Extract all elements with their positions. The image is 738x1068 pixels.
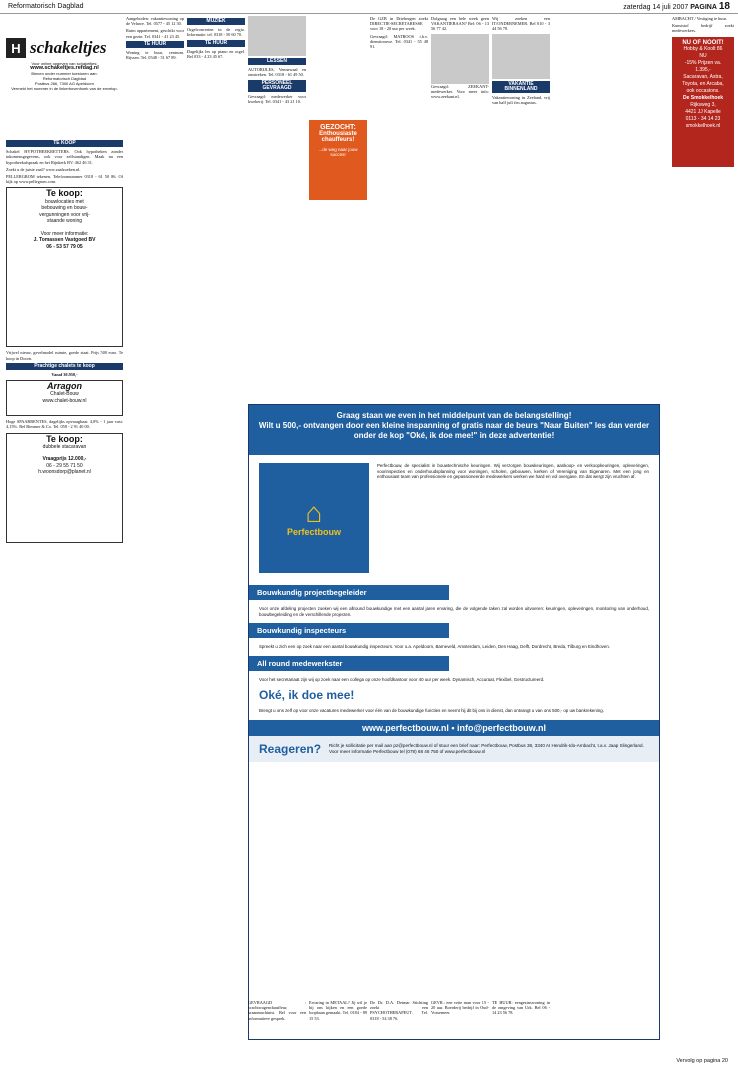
- react-section: [249, 736, 659, 762]
- perfectbouw-ad: [248, 404, 660, 1040]
- logo-mark: H: [6, 38, 26, 58]
- page-label: PAGINA: [690, 4, 717, 11]
- column-5: [370, 16, 428, 401]
- page-number: 18: [718, 1, 730, 12]
- ad-url[interactable]: smokkelhoek.nl: [685, 122, 721, 129]
- classified-ad: Dagelijks les op piano en orgel. Bel 033 - 4 23 45 67.: [187, 48, 245, 60]
- ad-phone: 0113 - 34 14 23: [685, 115, 721, 122]
- logo-name: Perfectbouw: [286, 527, 341, 537]
- bottom-col-5: [492, 1000, 550, 1060]
- vacancy-text: Spreekt u zich een op zoek naar een aantal bouwkundig inspecteurs. Voor o.a. Apeldoorn, Barneveld, Amsterdam, Leiden, Den Haag, Delft, Dordrecht, Breda, Tilburg en Eindhoven.: [259, 644, 610, 650]
- bottom-col-1: [248, 1000, 306, 1060]
- gezocht-title: GEZOCHT:: [320, 124, 356, 131]
- bottom-col-3: [370, 1000, 428, 1060]
- vacancy-text: Voor onze afdeling projecten zoeken wij een allround bouwkundige met een aantal jaren ervaring, die de volgende taken zal worden uitvoeren: keuringen, opleveringen, monitoring van onderhoud, bouwbegeleiding en de verschillende projecten.: [259, 606, 649, 617]
- gezocht-line: chauffeurs!: [321, 137, 355, 143]
- classified-ad: Ervaring in METAAL? Jij wil je bij ons kijken en een goede loopbaan gemaakt. Tel. 0184 - 89 15 53.: [309, 1000, 367, 1021]
- ad-line: 4421 JJ Kapelle: [685, 108, 721, 115]
- section-vakantie: VAKANTIE BINNENLAND: [492, 81, 550, 93]
- perfectbouw-banner: [249, 405, 659, 455]
- classified-ad: Zoekt u de juiste zaal? www.zaalzoeken.nl.: [6, 166, 81, 172]
- ad-line: bouwlocaties met: [45, 198, 84, 205]
- page-header: [0, 0, 738, 14]
- vacancy-projectbegeleider: Bouwkundig projectbegeleider: [249, 585, 449, 600]
- react-text: Richt je sollicitatie per mail aan pz@perfectbouw.nl of stuur een brief naar: Perfectbouw, Postbus 38, 3340 AI Hendrik-Ido-Ambacht, t.a.v. Jaap Slingerland. Voor meer informatie Perfectbouw tel (078) 68 46 750 of www.perfectbouw.nl: [329, 743, 644, 754]
- perfectbouw-intro: [249, 455, 659, 581]
- ad-title: NU OF NOOIT!: [682, 39, 724, 46]
- gezocht-ad: [309, 120, 367, 200]
- classified-ad: De GZB in Driebergen zoekt DIRECTIE-SECRETARESSE voor 18 - 20 uur per week.: [370, 16, 428, 32]
- ad-phone: 06 - 29 55 71 50: [46, 462, 83, 469]
- classified-ad: Gevraagd: medewerker voor kwekerij. Tel. 0341 - 43 21 10.: [248, 94, 306, 105]
- section-personeel: PERSONEEL GEVRAAGD: [248, 80, 306, 92]
- column-1: [6, 138, 123, 1058]
- ad-title: Arragon: [46, 381, 82, 392]
- classified-ad: Aangeboden: vakantiewoning op de Veluwe. Tel. 0577 - 45 12 30.: [126, 16, 184, 27]
- column-4: [248, 16, 306, 401]
- ad-title: Te koop:: [46, 188, 83, 199]
- logo-title: schakeltjes: [30, 38, 107, 57]
- classified-ad: Dolgraag een hele week geen VAKANTIEBAAN? Bel: 06 - 13 56 77 42.: [431, 16, 489, 32]
- ad-line: ook occasions.: [686, 87, 720, 94]
- banner-line: Wilt u 500,- ontvangen door een kleine inspanning of gratis naar de beurs "Naar Buiten" les dan verder onder de kop "Oké, ik doe mee!" in deze advertentie!: [258, 421, 650, 440]
- info-line: Vermeld het nummer in de linkerbovenhoek van de envelop.: [11, 86, 118, 91]
- ad-line: Toyota, en Arcaba,: [682, 80, 724, 87]
- column-7: [492, 16, 550, 401]
- schakeltjes-logo-box: [6, 38, 123, 138]
- vervolg-note: Vervolg op pagina 20: [676, 1058, 728, 1064]
- classified-ad: Ruim appartement, geschikt voor een gezin. Tel. 0341 - 41 23 45.: [126, 28, 184, 39]
- tomassen-ad: [6, 187, 123, 347]
- classified-ad: PELLERGROM tekenen. Telefoonnummer 0318 - 61 50 86. Of kijk op www.pellegrom.com.: [6, 174, 123, 185]
- oke-heading: Oké, ik doe mee!: [259, 688, 355, 703]
- classified-ad: AMBACHT / Vestiging te huur.: [672, 16, 727, 21]
- classified-ad: GEVR.: een vette man voor 15 - 20 uur. Boerderij bedrijf in Oud-Vossemeer.: [431, 1000, 489, 1016]
- oke-text: Brengt u ons zelf op voor onze vacatures medewerker voor één van de bouwkundige functies en neemt hij dit bij ons in dienst, dan ontvangt u van ons 500,- op uw bankrekening.: [259, 708, 604, 714]
- column-2: [126, 16, 184, 1056]
- logo-info: [6, 61, 123, 91]
- classified-ad: Schakel HYPOTHEEKRETTERS. Ook hypotheken zonder inkomensgegevens, ook voor zelfstandigen. Maak nu een hypotheekafspraak en het Rijnkerk BV. 462 46 31.: [6, 149, 123, 165]
- classified-ad: Hoge SPAARRENTES, dagelijks opvraagbaar. 4,0% - 1 jaar vast: 4,15%. Bel Bimmer & Co. Tel. 058 - 2 91 40 00.: [6, 419, 123, 430]
- react-title: Reageren?: [259, 741, 322, 756]
- ad-line: Voor meer informatie:: [40, 230, 89, 237]
- ad-line: vergunningen voor vrij-: [39, 211, 90, 218]
- info-line: Postbus 266, 7300 AG Apeldoorn: [34, 81, 95, 86]
- classified-ad: AUTORIJLES, Vennewaal en omstreken. Tel. 0318 - 61 49 50.: [248, 67, 306, 78]
- ad-line: staande woning: [46, 218, 83, 225]
- ad-url[interactable]: www.chalet-bouw.nl: [42, 397, 87, 404]
- ad-line: Chalet-Bouw: [50, 391, 79, 398]
- vacancy-medewerkster: All round medewerkster: [249, 656, 449, 671]
- ad-email[interactable]: h.woonsdorp@planet.nl: [38, 469, 91, 476]
- classified-ad: Kunststof bedrijf zoekt medewerkers.: [672, 23, 734, 34]
- perfectbouw-url[interactable]: www.perfectbouw.nl • info@perfectbouw.nl: [249, 720, 659, 736]
- ad-line: NU: [699, 52, 707, 59]
- column-3: [187, 16, 245, 1056]
- ad-line: Hobby & Koolt 86: [683, 45, 723, 52]
- classified-ad: Woning te huur, centrum. Rijssen. Tel. 0548 - 51 67 89.: [126, 50, 184, 61]
- section-te-huur: TE HUUR: [187, 40, 245, 47]
- ad-price: Vraagprijs 12.000,-: [42, 456, 87, 463]
- vacancy-text: Voor het secretariaat zijn wij op zoek naar een collega op onze hoofdkantoor voor 40 uur per week. Dynamisch, Accuraat, Flexibel, Gestructureerd.: [259, 676, 545, 682]
- classified-ad: GEVRAAGD : vrachtwagenchauffeur, kraanmachinist. Bel voor een informatieve gesprek.: [248, 1000, 306, 1021]
- section-muziek: MUZIEK: [187, 18, 245, 25]
- gezocht-slogan: ...de weg naar jouw succes!: [318, 147, 358, 157]
- ad-line: De Smokkelhoek: [682, 94, 724, 101]
- classified-ad: Gevraagd: MATROOS i.b.v. diensttrouwe. Tel. 0341 - 55 48 91.: [370, 33, 428, 50]
- perfectbouw-logo: [259, 463, 369, 573]
- classified-ad: Vrijwel nieuw, gevelmodel ruimte, goede staat. Prijs 500 euro. Te koop in Doorn.: [6, 350, 123, 361]
- info-line: Reformatorisch Dagblad: [42, 76, 87, 81]
- banner-line: Graag staan we even in het middelpunt van de belangstelling!: [336, 411, 572, 420]
- page-date: zaterdag 14 juli 2007: [623, 4, 689, 11]
- bottom-col-4: [431, 1000, 489, 1060]
- photo-placeholder: [248, 16, 306, 56]
- ad-line: -15% Prijzen va.: [684, 59, 722, 66]
- vacancy-inspecteurs: Bouwkundig inspecteurs: [249, 623, 449, 638]
- chalet-price: Vanaf 30.950,-: [51, 372, 78, 378]
- ad-line: 1.395,-: [695, 66, 711, 73]
- column-6: [431, 16, 489, 401]
- classified-ad: Gevraagd: ZEEKANT-medewerker. Voor meer info: www.zeekant.nl.: [431, 83, 489, 100]
- page-info: [623, 1, 730, 12]
- ad-phone: 06 - 53 57 79 05: [46, 243, 83, 250]
- newspaper-name: Reformatorisch Dagblad: [8, 3, 84, 10]
- section-te-huur: TE HUUR: [126, 41, 184, 48]
- logo-row: [6, 38, 123, 58]
- ad-line: bebouwing en bouw-: [41, 205, 88, 212]
- house-icon: ⌂: [305, 497, 323, 528]
- classified-ad: De Dr. D.A. Detmar Stichting zoekt een PSYCHOTHERAPEUT. Tel. 0318 - 54 38 76.: [370, 1000, 428, 1021]
- info-url[interactable]: www.schakeltjes.refdag.nl: [30, 65, 99, 71]
- section-chalets: Prachtige chalets te koop: [6, 363, 123, 370]
- gezocht-line: Enthousiaste: [319, 131, 357, 137]
- classified-ad: Wij zoeken een IT/ONDERNEMER. Bel 010 - 3 44 56 78.: [492, 16, 550, 32]
- stacaravan-ad: [6, 433, 123, 543]
- bottom-col-2: [309, 1000, 367, 1060]
- classified-ad: TE HUUR: eengezinswoning in de omgeving van Urk. Bel 06 - 14 23 56 78.: [492, 1000, 550, 1016]
- classified-ad: Vakantiewoning in Zeeland, vrij van half juli t/m augustus.: [492, 95, 550, 106]
- arragon-ad: [6, 380, 123, 416]
- ad-line: Sacaravan, Astra,: [683, 73, 723, 80]
- section-lessen: LESSEN: [248, 58, 306, 65]
- info-line: Voor online opgeven van schakeltjes:: [31, 61, 98, 66]
- ad-line: Rijksweg 3,: [690, 101, 716, 108]
- classified-ad: Orgelconcerten in de regio. Informatie: tel. 0318 - 50 60 70.: [187, 27, 245, 38]
- nu-of-nooit-ad: [672, 37, 734, 167]
- column-8: [672, 16, 734, 1056]
- ad-line: dubbele stacaravan: [42, 443, 87, 450]
- section-te-koop: TE KOOP: [6, 140, 123, 147]
- info-line: Binnen onder nummer toesturen aan:: [31, 71, 98, 76]
- ad-line: J. Tomassen Vastgoed BV: [33, 237, 96, 244]
- ad-title: Te koop:: [46, 433, 83, 444]
- house-photo: [431, 34, 489, 84]
- intro-text: Perfectbouw, de specialist in bouwtechnische keuringen. Wij verzorgen bouwkeuringen, aankoop- en verkoopkeuringen, opleveringen, voorinspecties en onderhoudsplanning voor woningen, scholen, gebouwen, kerken of Vereniging van Eigenaren. Met een jong en enthousiast team van professionele en gepassioneerde medewerkers werken we hard en vol overgave. En dat wergt zijn vruchten af.: [377, 463, 649, 480]
- house-photo: [492, 34, 550, 79]
